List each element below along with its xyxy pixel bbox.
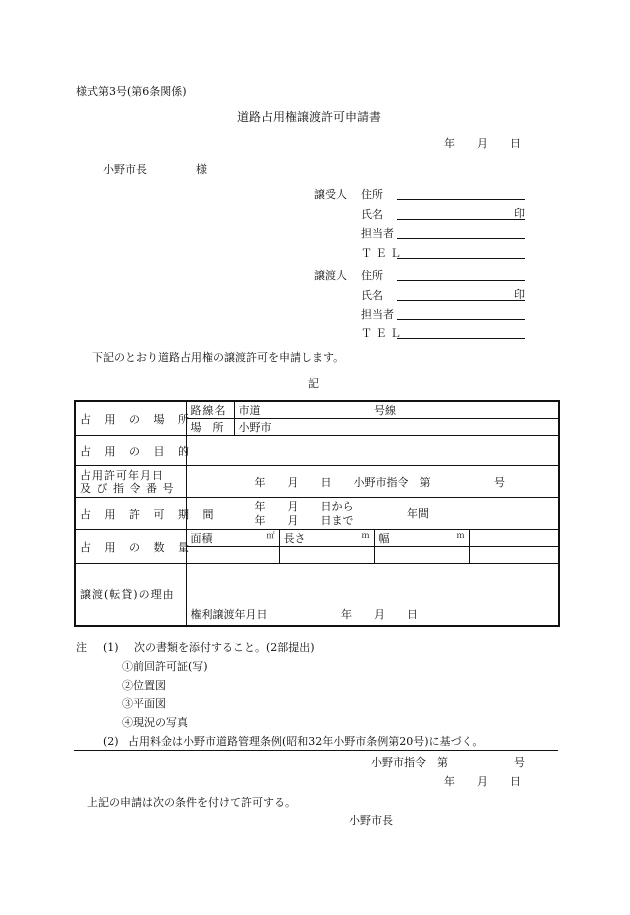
note-1-text: 次の書類を添付すること。(2部提出): [134, 641, 315, 654]
note-2-text: 占用料金は小野市道路管理条例(昭和32年小野市条例第20号)に基づく。: [128, 735, 484, 748]
footer-directive: 小野市指令 第: [371, 756, 448, 769]
ki-mark: 記: [308, 377, 319, 390]
transferee-tel-label: Ｔ Ｅ Ｌ: [361, 247, 401, 260]
transferor-address-field[interactable]: [397, 280, 525, 281]
transferee-tel-field[interactable]: [397, 258, 525, 259]
transferee-contact-field[interactable]: [397, 238, 525, 239]
period-to: 年 月 日まで: [254, 513, 354, 527]
period-years: 年間: [407, 506, 429, 520]
permit-date-cell[interactable]: [186, 466, 559, 498]
form-code: 様式第3号(第6条関係): [76, 85, 187, 98]
application-table: [74, 400, 560, 627]
transferee-contact-label: 担当者: [361, 227, 394, 240]
note-item-1: ①前回許可証(写): [122, 660, 208, 673]
route-name-label: 路線名: [186, 401, 234, 419]
quantity-label: 占 用 の 数 量: [75, 530, 186, 564]
length-value-cell[interactable]: [279, 547, 374, 564]
transferee-name-label: 氏名: [361, 208, 383, 221]
transferor-address-label: 住所: [361, 269, 383, 282]
transferor-tel-label: Ｔ Ｅ Ｌ: [361, 327, 401, 340]
request-text: 下記のとおり道路占用権の譲渡許可を申請します。: [92, 351, 345, 364]
width-unit: ｍ: [456, 531, 465, 540]
length-label: 長さ: [283, 532, 306, 545]
location-label: 場 所: [186, 419, 234, 436]
mayor-signature: 小野市長: [349, 814, 393, 827]
reason-cell[interactable]: [186, 564, 559, 626]
permit-date-go: 号: [494, 475, 505, 489]
approval-text: 上記の申請は次の条件を付けて許可する。: [87, 796, 296, 809]
location-value[interactable]: 小野市: [234, 419, 559, 436]
period-label: 占 用 許 可 期 間: [75, 498, 186, 530]
quantity-extra-value-cell[interactable]: [469, 547, 559, 564]
route-city-road: 市道: [238, 404, 261, 417]
quantity-extra-cell[interactable]: [469, 530, 559, 547]
period-from: 年 月 日から: [254, 499, 354, 513]
transferee-seal: 印: [514, 207, 525, 220]
permit-date-label-1: 占用許可年月日: [80, 468, 164, 482]
length-unit: ｍ: [361, 531, 370, 540]
reason-label: 譲渡(転貸)の理由: [75, 564, 186, 626]
note-item-3: ③平面図: [122, 697, 166, 710]
length-cell[interactable]: [279, 530, 374, 547]
transferor-contact-field[interactable]: [397, 319, 525, 320]
route-name-cell[interactable]: [234, 401, 559, 419]
purpose-cell[interactable]: [186, 436, 559, 466]
transferor-role: 譲渡人: [314, 269, 347, 282]
note-2-number: (2): [103, 735, 119, 748]
transferor-name-field[interactable]: [397, 300, 525, 301]
route-suffix: 号線: [374, 404, 396, 417]
period-cell[interactable]: [186, 498, 559, 530]
purpose-label: 占 用 の 目 的: [75, 436, 186, 466]
footer-directive-go: 号: [514, 756, 525, 769]
place-label: 占 用 の 場 所: [75, 401, 186, 436]
transferee-role: 譲受人: [314, 188, 347, 201]
area-cell[interactable]: [186, 530, 279, 547]
date-line: 年 月 日: [444, 137, 521, 150]
notes-prefix: 注: [76, 641, 87, 654]
note-item-2: ②位置図: [122, 679, 166, 692]
addressee-honorific: 様: [196, 163, 207, 176]
transferor-seal: 印: [514, 288, 525, 301]
transferor-name-label: 氏名: [361, 289, 383, 302]
addressee-name: 小野市長: [103, 163, 147, 176]
transferee-name-field[interactable]: [397, 219, 525, 220]
width-cell[interactable]: [374, 530, 469, 547]
transferee-address-field[interactable]: [397, 199, 525, 200]
form-title: 道路占用権譲渡許可申請書: [237, 110, 382, 124]
permit-date-label-2: 及 び 指 令 番 号: [80, 481, 175, 495]
area-value-cell[interactable]: [186, 547, 279, 564]
area-label: 面積: [190, 532, 213, 545]
area-unit: ㎡: [266, 531, 275, 540]
transferor-tel-field[interactable]: [397, 338, 525, 339]
note-item-4: ④現況の写真: [122, 716, 188, 729]
transfer-date-label: 権利譲渡年月日: [190, 607, 268, 621]
permit-date-label: [75, 466, 186, 498]
width-value-cell[interactable]: [374, 547, 469, 564]
permit-date-value: 年 月 日 小野市指令 第: [254, 475, 431, 489]
width-label: 幅: [378, 532, 390, 545]
footer-divider: [74, 750, 558, 751]
transfer-date-value: 年 月 日: [341, 607, 418, 621]
transferor-contact-label: 担当者: [361, 308, 394, 321]
transferee-address-label: 住所: [361, 188, 383, 201]
footer-date: 年 月 日: [444, 775, 521, 788]
note-1-number: (1): [103, 641, 119, 654]
